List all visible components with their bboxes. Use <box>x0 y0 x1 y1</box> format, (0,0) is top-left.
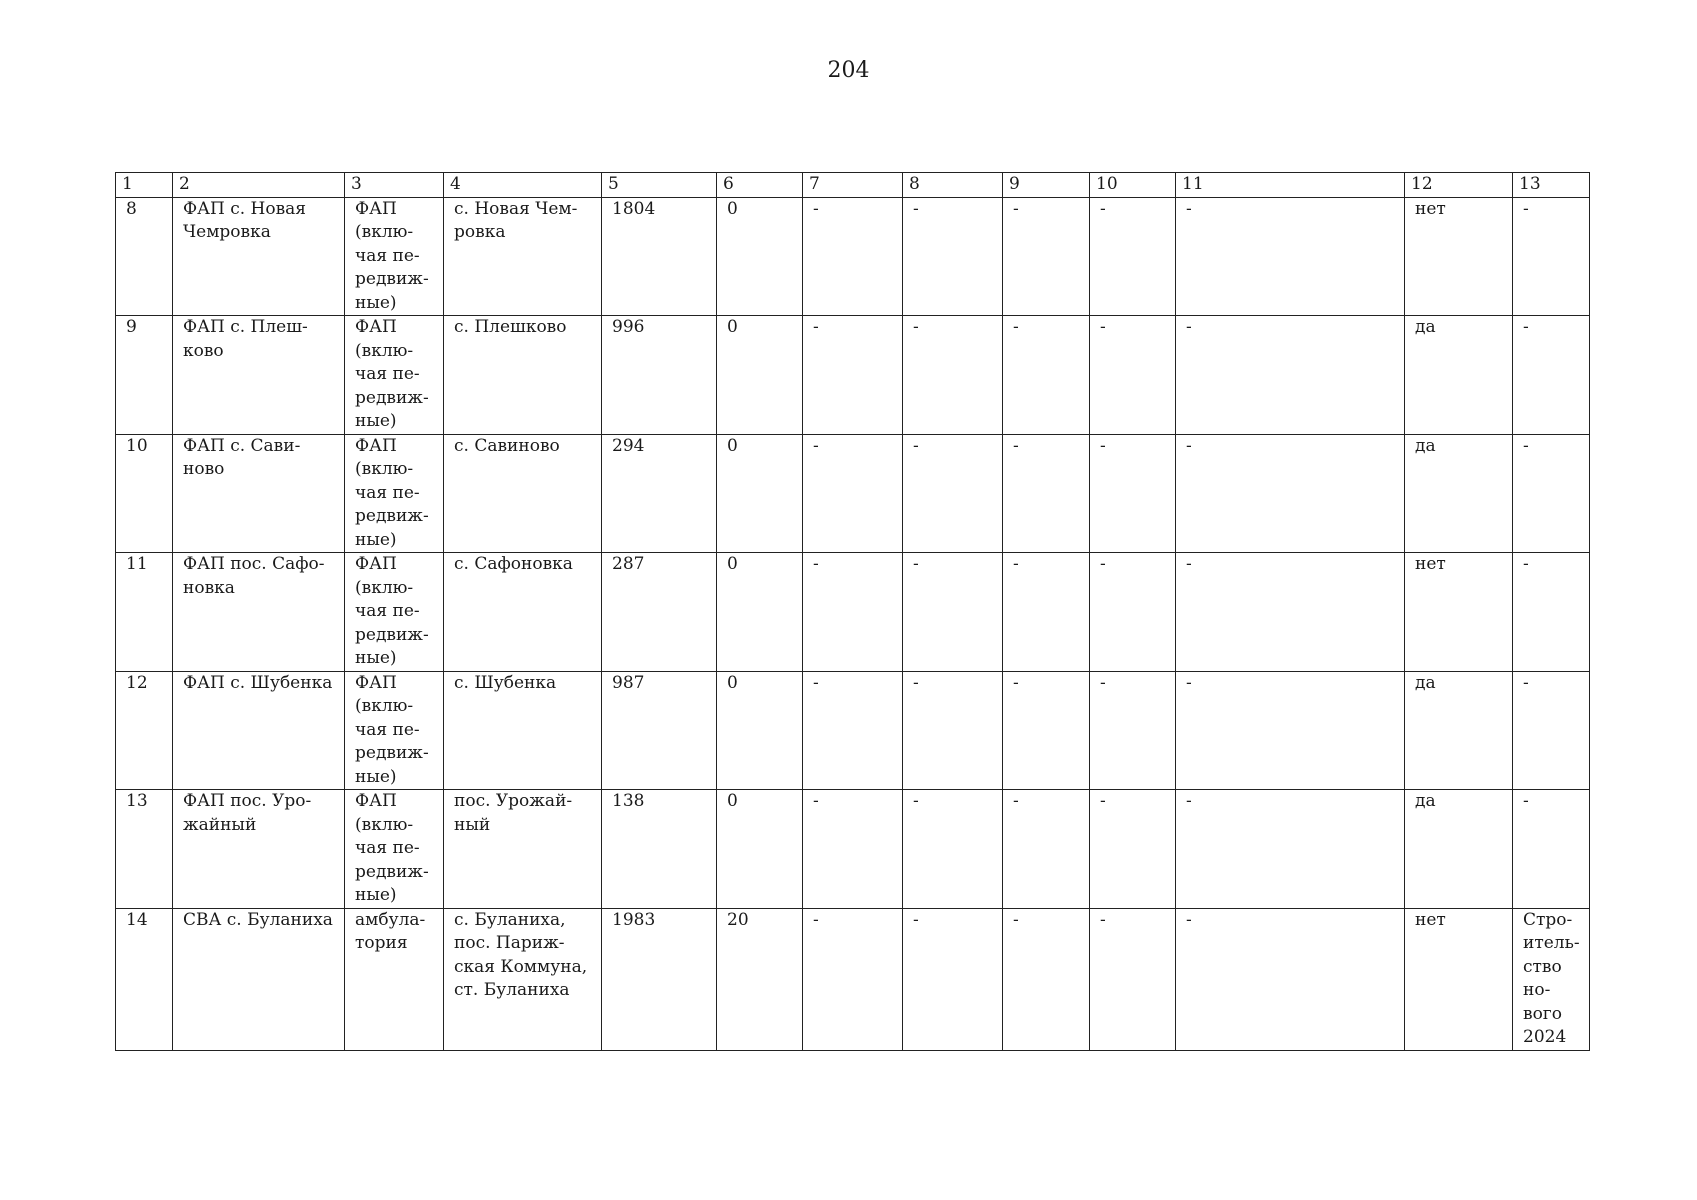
settlements-cell: с. Шубенка <box>444 671 602 790</box>
row-number-cell: 10 <box>116 434 173 553</box>
column-13-cell: - <box>1513 553 1590 672</box>
column-header: 6 <box>717 173 803 198</box>
column-9-cell: - <box>1003 316 1090 435</box>
column-header: 5 <box>602 173 717 198</box>
facility-name-cell: ФАП пос. Уро- жайный <box>173 790 345 909</box>
column-13-cell: - <box>1513 197 1590 316</box>
population-cell: 987 <box>602 671 717 790</box>
column-10-cell: - <box>1090 790 1176 909</box>
column-6-cell: 0 <box>717 790 803 909</box>
column-6-cell: 0 <box>717 434 803 553</box>
column-header: 13 <box>1513 173 1590 198</box>
column-6-cell: 0 <box>717 197 803 316</box>
column-12-cell: нет <box>1405 197 1513 316</box>
table-row <box>116 434 1590 553</box>
column-6-cell: 0 <box>717 671 803 790</box>
facility-type-cell: ФАП (вклю- чая пе- редвиж- ные) <box>345 197 444 316</box>
data-table <box>115 172 1590 1051</box>
column-9-cell: - <box>1003 197 1090 316</box>
facility-name-cell: ФАП пос. Сафо- новка <box>173 553 345 672</box>
column-8-cell: - <box>903 316 1003 435</box>
row-number-cell: 8 <box>116 197 173 316</box>
column-9-cell: - <box>1003 553 1090 672</box>
row-number-cell: 14 <box>116 908 173 1050</box>
settlements-cell: пос. Урожай- ный <box>444 790 602 909</box>
facility-type-cell: ФАП (вклю- чая пе- редвиж- ные) <box>345 790 444 909</box>
column-11-cell: - <box>1176 908 1405 1050</box>
column-8-cell: - <box>903 197 1003 316</box>
settlements-cell: с. Буланиха, пос. Париж- ская Коммуна, ст. Буланиха <box>444 908 602 1050</box>
facility-type-cell: ФАП (вклю- чая пе- редвиж- ные) <box>345 316 444 435</box>
population-cell: 138 <box>602 790 717 909</box>
column-11-cell: - <box>1176 671 1405 790</box>
settlements-cell: с. Савиново <box>444 434 602 553</box>
column-7-cell: - <box>803 671 903 790</box>
facility-name-cell: ФАП с. Сави- ново <box>173 434 345 553</box>
column-10-cell: - <box>1090 316 1176 435</box>
column-7-cell: - <box>803 316 903 435</box>
column-11-cell: - <box>1176 197 1405 316</box>
population-cell: 1983 <box>602 908 717 1050</box>
column-10-cell: - <box>1090 553 1176 672</box>
column-6-cell: 20 <box>717 908 803 1050</box>
column-13-cell: - <box>1513 790 1590 909</box>
column-12-cell: нет <box>1405 908 1513 1050</box>
settlements-cell: с. Плешково <box>444 316 602 435</box>
column-13-cell: Стро- итель- ство но- вого 2024 <box>1513 908 1590 1050</box>
column-header: 10 <box>1090 173 1176 198</box>
column-7-cell: - <box>803 434 903 553</box>
page-number: 204 <box>827 58 870 83</box>
population-cell: 996 <box>602 316 717 435</box>
table-header-row <box>116 173 1590 198</box>
table-row <box>116 553 1590 672</box>
table-row <box>116 671 1590 790</box>
column-header: 11 <box>1176 173 1405 198</box>
table-row <box>116 908 1590 1050</box>
column-9-cell: - <box>1003 434 1090 553</box>
facility-type-cell: ФАП (вклю- чая пе- редвиж- ные) <box>345 671 444 790</box>
column-13-cell: - <box>1513 671 1590 790</box>
column-header: 8 <box>903 173 1003 198</box>
column-10-cell: - <box>1090 434 1176 553</box>
column-8-cell: - <box>903 553 1003 672</box>
column-header: 12 <box>1405 173 1513 198</box>
column-header: 7 <box>803 173 903 198</box>
column-11-cell: - <box>1176 553 1405 672</box>
column-9-cell: - <box>1003 790 1090 909</box>
column-header: 3 <box>345 173 444 198</box>
column-8-cell: - <box>903 790 1003 909</box>
column-header: 1 <box>116 173 173 198</box>
table-row <box>116 790 1590 909</box>
row-number-cell: 12 <box>116 671 173 790</box>
column-7-cell: - <box>803 553 903 672</box>
population-cell: 294 <box>602 434 717 553</box>
column-10-cell: - <box>1090 197 1176 316</box>
facility-type-cell: ФАП (вклю- чая пе- редвиж- ные) <box>345 553 444 672</box>
column-12-cell: да <box>1405 671 1513 790</box>
population-cell: 1804 <box>602 197 717 316</box>
column-8-cell: - <box>903 434 1003 553</box>
column-6-cell: 0 <box>717 316 803 435</box>
column-11-cell: - <box>1176 434 1405 553</box>
column-10-cell: - <box>1090 671 1176 790</box>
facility-type-cell: ФАП (вклю- чая пе- редвиж- ные) <box>345 434 444 553</box>
table-row <box>116 316 1590 435</box>
column-11-cell: - <box>1176 316 1405 435</box>
column-7-cell: - <box>803 908 903 1050</box>
facility-name-cell: ФАП с. Плеш- ково <box>173 316 345 435</box>
settlements-cell: с. Новая Чем- ровка <box>444 197 602 316</box>
column-13-cell: - <box>1513 434 1590 553</box>
row-number-cell: 13 <box>116 790 173 909</box>
settlements-cell: с. Сафоновка <box>444 553 602 672</box>
column-7-cell: - <box>803 197 903 316</box>
table-row <box>116 197 1590 316</box>
column-10-cell: - <box>1090 908 1176 1050</box>
column-12-cell: да <box>1405 790 1513 909</box>
column-9-cell: - <box>1003 671 1090 790</box>
column-6-cell: 0 <box>717 553 803 672</box>
row-number-cell: 11 <box>116 553 173 672</box>
facility-name-cell: ФАП с. Новая Чемровка <box>173 197 345 316</box>
column-7-cell: - <box>803 790 903 909</box>
column-12-cell: да <box>1405 434 1513 553</box>
facility-name-cell: СВА с. Буланиха <box>173 908 345 1050</box>
column-11-cell: - <box>1176 790 1405 909</box>
column-12-cell: нет <box>1405 553 1513 672</box>
column-8-cell: - <box>903 908 1003 1050</box>
column-8-cell: - <box>903 671 1003 790</box>
column-12-cell: да <box>1405 316 1513 435</box>
facility-name-cell: ФАП с. Шубенка <box>173 671 345 790</box>
column-13-cell: - <box>1513 316 1590 435</box>
column-header: 9 <box>1003 173 1090 198</box>
population-cell: 287 <box>602 553 717 672</box>
column-header: 4 <box>444 173 602 198</box>
column-9-cell: - <box>1003 908 1090 1050</box>
facility-type-cell: амбула- тория <box>345 908 444 1050</box>
row-number-cell: 9 <box>116 316 173 435</box>
column-header: 2 <box>173 173 345 198</box>
